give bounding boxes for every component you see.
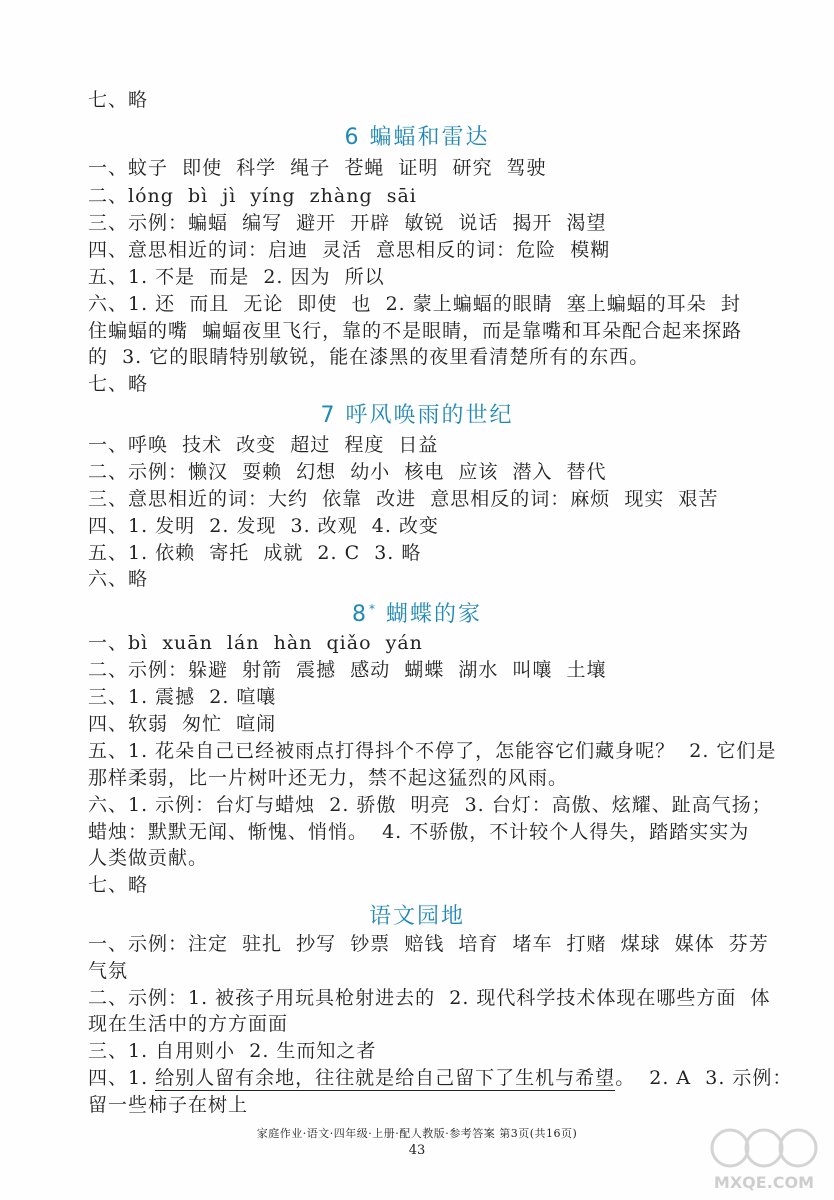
answer-line: 七、略 bbox=[88, 874, 149, 896]
section-title-6: 6 蝙蝠和雷达 bbox=[344, 125, 490, 150]
answer-line: 三、示例：蝙蝠 编写 避开 开辟 敏锐 说话 揭开 渴望 bbox=[88, 212, 607, 234]
answer-line: 一、蚊子 即使 科学 绳子 苍蝇 证明 研究 驾驶 bbox=[88, 157, 547, 179]
answer-suffix: 。 2. A 3. 示例： bbox=[615, 1067, 793, 1089]
answer-line: 那样柔弱，比一片树叶还无力，禁不起这猛烈的风雨。 bbox=[88, 767, 569, 789]
answer-line: 二、lóng bì jì yíng zhàng sāi bbox=[88, 185, 417, 207]
answer-line: 五、1. 不是 而是 2. 因为 所以 bbox=[88, 266, 385, 288]
section-title-7: 7 呼风唤雨的世纪 bbox=[320, 403, 514, 428]
section-title-yuwen-yuandi: 语文园地 bbox=[368, 904, 465, 929]
page-footer: 家庭作业·语文·四年级·上册·配人教版·参考答案 第3页(共16页) bbox=[256, 1127, 578, 1140]
answer-line: 六、略 bbox=[88, 568, 149, 590]
answer-line: 一、bì xuān lán hàn qiǎo yán bbox=[88, 632, 423, 654]
answer-line: 一、呼唤 技术 改变 超过 程度 日益 bbox=[88, 434, 439, 456]
answer-line: 五、1. 依赖 寄托 成就 2. C 3. 略 bbox=[88, 542, 422, 564]
answer-line: 四、意思相近的词：启迪 灵活 意思相反的词：危险 模糊 bbox=[88, 239, 611, 261]
section-title-8 bbox=[0, 597, 834, 628]
answer-line: 蜡烛：默默无闻、惭愧、悄悄。 4. 不骄傲，不计较个人得失，踏踏实实为 bbox=[88, 821, 750, 843]
answer-line: 二、示例：1. 被孩子用玩具枪射进去的 2. 现代科学技术体现在哪些方面 体 bbox=[88, 987, 771, 1009]
answer-line bbox=[88, 1066, 792, 1090]
optional-lesson-mark: * bbox=[369, 601, 377, 616]
section-name: 蝴蝶的家 bbox=[377, 602, 482, 627]
answer-line: 三、1. 震撼 2. 喧嚷 bbox=[88, 686, 277, 708]
answer-line: 三、意思相近的词：大约 依靠 改进 意思相反的词：麻烦 现实 艰苦 bbox=[88, 488, 719, 510]
answer-line: 二、示例：懒汉 耍赖 幻想 幼小 核电 应该 潜入 替代 bbox=[88, 461, 607, 483]
answer-line: 的 3. 它的眼睛特别敏锐，能在漆黑的夜里看清楚所有的东西。 bbox=[88, 346, 650, 368]
answer-line: 六、1. 示例：台灯与蜡烛 2. 骄傲 明亮 3. 台灯：高傲、炫耀、趾高气扬； bbox=[88, 794, 772, 816]
watermark-text: MXQE.COM bbox=[713, 1173, 815, 1192]
answer-line: 四、软弱 匆忙 喧闹 bbox=[88, 713, 277, 735]
answer-line: 一、示例：注定 驻扎 抄写 钞票 赔钱 培育 堵车 打赌 煤球 媒体 芬芳 bbox=[88, 933, 769, 955]
answer-line: 现在生活中的方方面面 bbox=[88, 1013, 289, 1035]
answer-prefix: 四、1. bbox=[88, 1067, 156, 1089]
answer-line: 六、1. 还 而且 无论 即使 也 2. 蒙上蝙蝠的眼睛 塞上蝙蝠的耳朵 封 bbox=[88, 293, 741, 315]
answer-line: 留一些柿子在树上 bbox=[88, 1094, 249, 1116]
section-number: 8 bbox=[352, 602, 368, 627]
answer-line: 住蝙蝠的嘴 蝙蝠夜里飞行，靠的不是眼睛，而是靠嘴和耳朵配合起来探路 bbox=[88, 320, 743, 342]
answer-line: 五、1. 花朵自己已经被雨点打得抖个不停了，怎能容它们藏身呢？ 2. 它们是 bbox=[88, 740, 777, 762]
answer-line: 二、示例：躲避 射箭 震撼 感动 蝴蝶 湖水 叫嚷 土壤 bbox=[88, 659, 607, 681]
watermark-logo bbox=[708, 1118, 820, 1194]
answer-line: 七、略 bbox=[88, 373, 149, 395]
underlined-answer: 给别人留有余地，往往就是给自己留下了生机与希望 bbox=[155, 1067, 616, 1089]
answer-line: 三、1. 自用则小 2. 生而知之者 bbox=[88, 1040, 377, 1062]
answer-line: 四、1. 发明 2. 发现 3. 改观 4. 改变 bbox=[88, 515, 439, 537]
answer-line: 人类做贡献。 bbox=[88, 847, 209, 869]
answer-line: 气氛 bbox=[88, 960, 129, 982]
answer-line: 七、略 bbox=[88, 89, 149, 111]
page-number: 43 bbox=[408, 1143, 426, 1158]
